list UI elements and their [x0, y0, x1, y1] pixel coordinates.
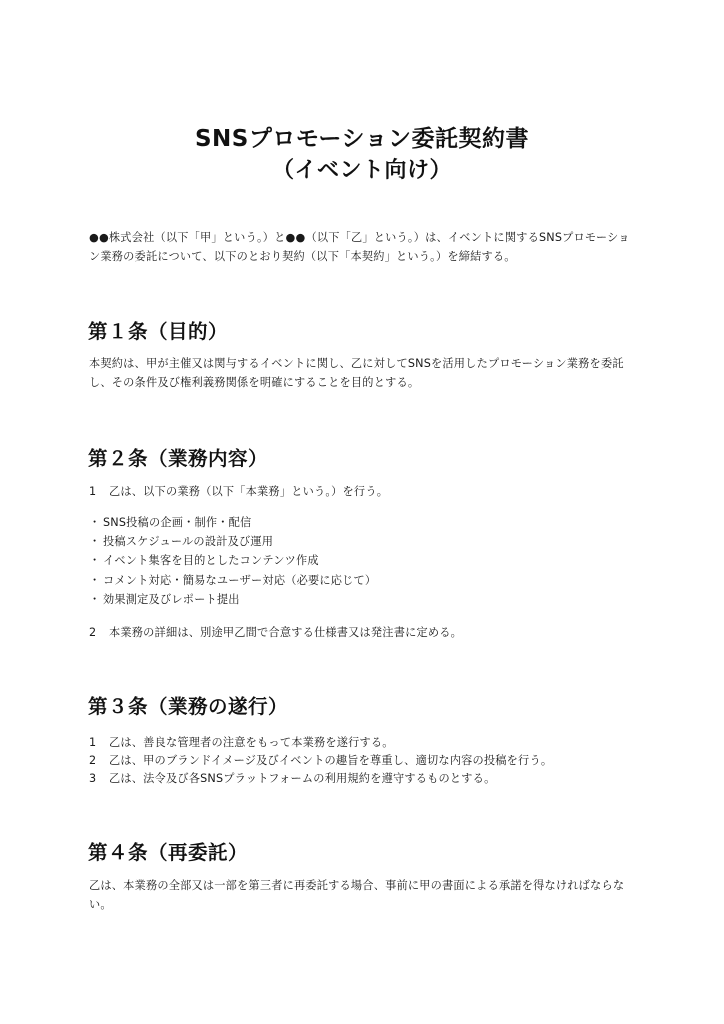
article-1-body: 本契約は、甲が主催又は関与するイベントに関し、乙に対してSNSを活用したプロモーション業務を委託し、その条件及び権利義務関係を明確にすることを目的とする。 — [89, 357, 624, 389]
article-2-clause-2 — [89, 623, 462, 642]
clause-text: 乙は、以下の業務（以下「本業務」という。）を行う。 — [109, 485, 389, 498]
clause-text: 本業務の詳細は、別途甲乙間で合意する仕様書又は発注書に定める。 — [109, 626, 463, 639]
bullet-icon: ・ — [89, 573, 101, 587]
bullet-icon: ・ — [89, 516, 101, 529]
bullet-icon: ・ — [89, 535, 101, 549]
document-subtitle: （イベント向け） — [271, 158, 452, 183]
bullet-icon: ・ — [89, 554, 101, 568]
bullet-icon: ・ — [89, 592, 101, 606]
article-4-body: 乙は、本業務の全部又は一部を第三者に再委託する場合、事前に甲の書面による承諾を得なければならない。 — [89, 879, 625, 911]
clause-number: 1 — [89, 485, 97, 498]
article-3-clause-1 — [89, 733, 394, 752]
article-3-heading: 第３条（業務の遂行） — [88, 695, 289, 718]
article-1-heading: 第１条（目的） — [88, 320, 229, 343]
article-2-clause-1 — [89, 482, 388, 501]
article-3-clause-2 — [89, 751, 552, 770]
preamble-paragraph: ●●株式会社（以下「甲」という。）と●●（以下「乙」という。）は、イベントに関するSNSプロモーション業務の委託について、以下のとおり契約（以下「本契約」という。）を締結する。 — [89, 231, 630, 263]
list-item: ・ 投稿スケジュールの設計及び運用 — [89, 532, 376, 551]
list-item: ・ SNS投稿の企画・制作・配信 — [89, 513, 376, 532]
article-4-heading: 第４条（再委託） — [88, 841, 249, 864]
clause-number: 2 — [89, 754, 97, 767]
article-3-clause-3 — [89, 769, 495, 788]
clause-number: 1 — [89, 736, 97, 749]
clause-text: 乙は、善良な管理者の注意をもって本業務を遂行する。 — [109, 736, 394, 749]
article-2-heading: 第２条（業務内容） — [88, 447, 269, 470]
document-title: SNSプロモーション委託契約書 — [194, 126, 530, 152]
clause-number: 2 — [89, 626, 97, 639]
clause-text: 乙は、法令及び各SNSプラットフォームの利用規約を遵守するものとする。 — [109, 772, 496, 785]
list-item: ・ イベント集客を目的としたコンテンツ作成 — [89, 551, 376, 570]
clause-text: 乙は、甲のブランドイメージ及びイベントの趣旨を尊重し、適切な内容の投稿を行う。 — [109, 754, 553, 767]
article-2-bullet-list — [89, 513, 376, 609]
list-item: ・ コメント対応・簡易なユーザー対応（必要に応じて） — [89, 571, 376, 590]
list-item: ・ 効果測定及びレポート提出 — [89, 590, 376, 609]
clause-number: 3 — [89, 772, 97, 785]
